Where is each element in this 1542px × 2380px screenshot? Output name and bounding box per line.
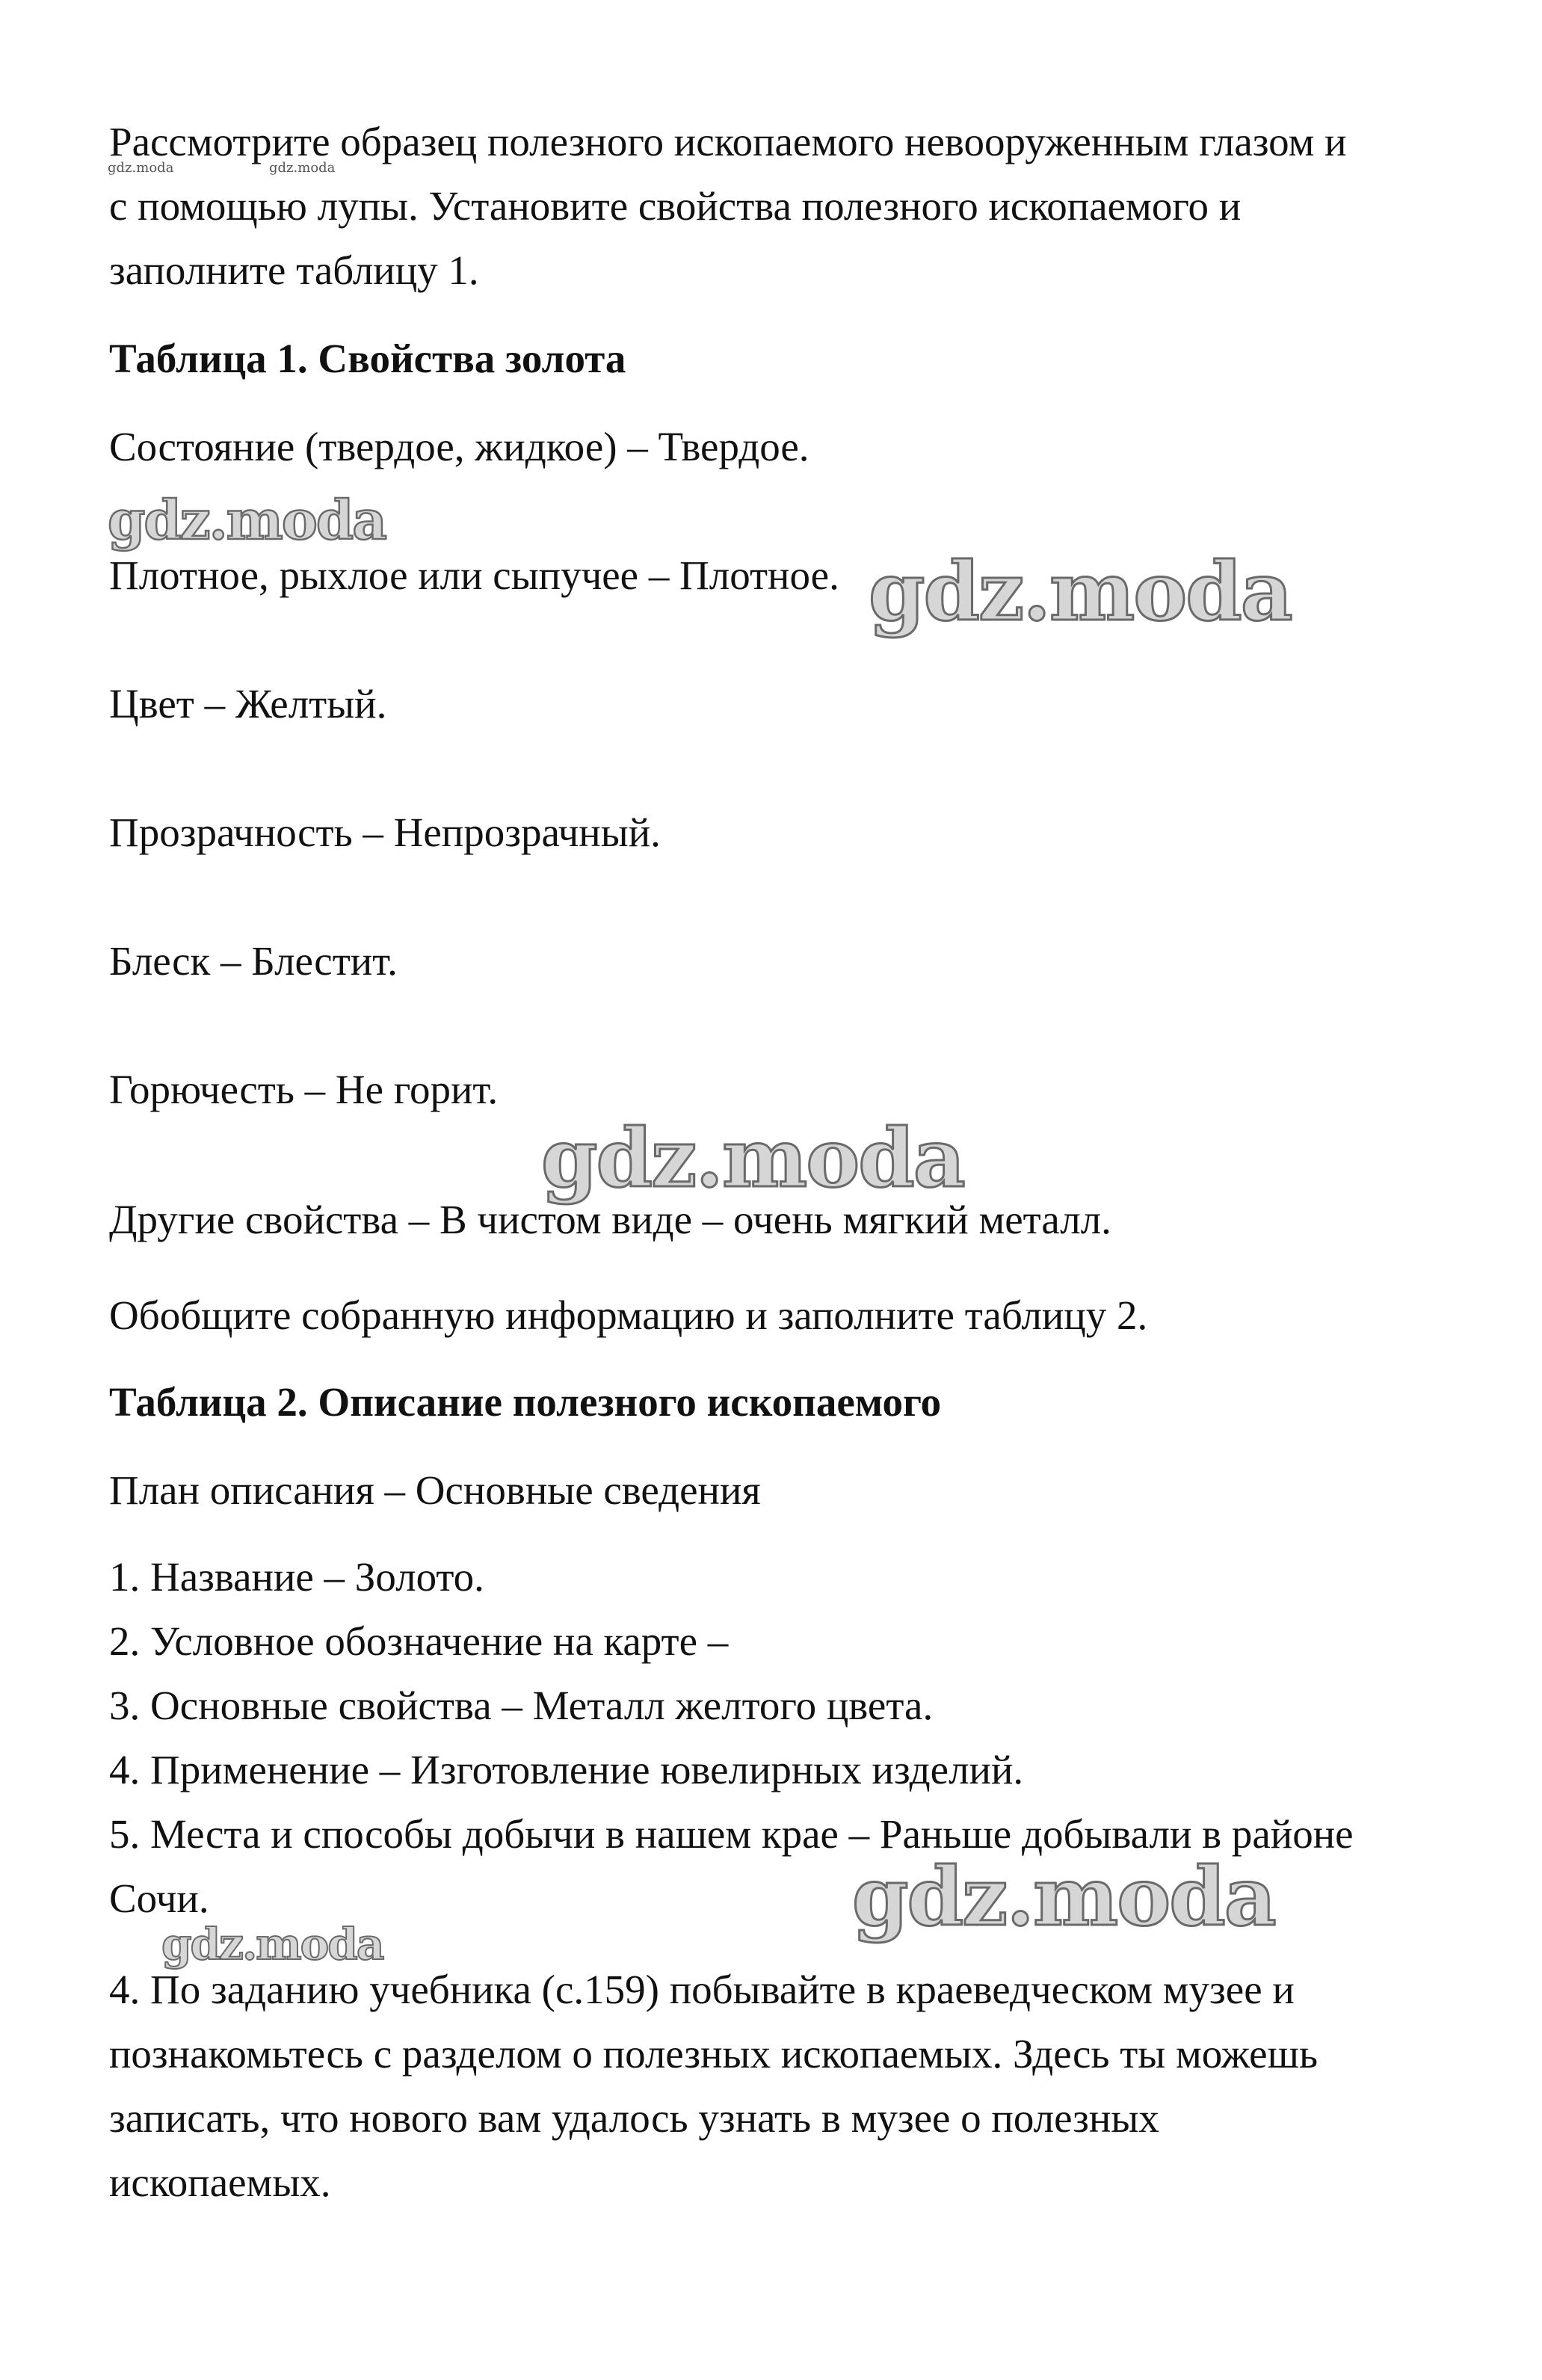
watermark-4: gdz.moda: [852, 1850, 1275, 1944]
table1-row-color: Цвет – Желтый.: [109, 681, 387, 727]
table1-row-flammability: Горючесть – Не горит.: [109, 1067, 499, 1112]
watermark-3: gdz.moda: [541, 1112, 964, 1206]
task4-line-2: познакомьтесь с разделом о полезных ископаемых. Здесь ты можешь: [109, 2031, 1319, 2077]
task4-line-1: 4. По заданию учебника (с.159) побывайте в краеведческом музее и: [109, 1967, 1295, 2012]
task4-line-3: записать, что нового вам удалось узнать в музее о полезных: [109, 2095, 1159, 2141]
table2-item-mining-cont: Сочи.: [109, 1875, 209, 1921]
table1-title: Таблица 1. Свойства золота: [109, 336, 626, 381]
generalize-instruction: Обобщите собранную информацию и заполните таблицу 2.: [109, 1292, 1148, 1338]
table2-item-name: 1. Название – Золото.: [109, 1554, 484, 1600]
watermark-1: gdz.moda: [108, 488, 386, 552]
table2-item-map-symbol: 2. Условное обозначение на карте –: [109, 1618, 729, 1664]
table1-row-other: Другие свойства – В чистом виде – очень мягкий металл.: [109, 1197, 1111, 1242]
table1-row-transparency: Прозрачность – Непрозрачный.: [109, 810, 661, 855]
table1-row-state: Состояние (твердое, жидкое) – Твердое.: [109, 424, 809, 469]
table2-item-properties: 3. Основные свойства – Металл желтого цвета.: [109, 1683, 934, 1728]
watermark-tiny-2: gdz.moda: [269, 160, 336, 176]
table1-row-density: Плотное, рыхлое или сыпучее – Плотное.: [109, 552, 839, 598]
watermark-5: gdz.moda: [161, 1919, 383, 1970]
watermark-2: gdz.moda: [869, 545, 1292, 639]
watermark-tiny-1: gdz.moda: [108, 160, 174, 176]
intro-line-3: заполните таблицу 1.: [109, 247, 479, 293]
table2-item-mining: 5. Места и способы добычи в нашем крае – Раньше добывали в районе: [109, 1811, 1354, 1857]
table2-title: Таблица 2. Описание полезного ископаемого: [109, 1379, 942, 1425]
intro-line-2: с помощью лупы. Установите свойства полезного ископаемого и: [109, 183, 1242, 229]
table1-row-luster: Блеск – Блестит.: [109, 938, 398, 984]
intro-line-1: Рассмотрите образец полезного ископаемого невооруженным глазом и: [109, 119, 1347, 164]
table2-item-application: 4. Применение – Изготовление ювелирных изделий.: [109, 1747, 1024, 1792]
task4-line-4: ископаемых.: [109, 2159, 331, 2205]
table2-header: План описания – Основные сведения: [109, 1467, 761, 1513]
